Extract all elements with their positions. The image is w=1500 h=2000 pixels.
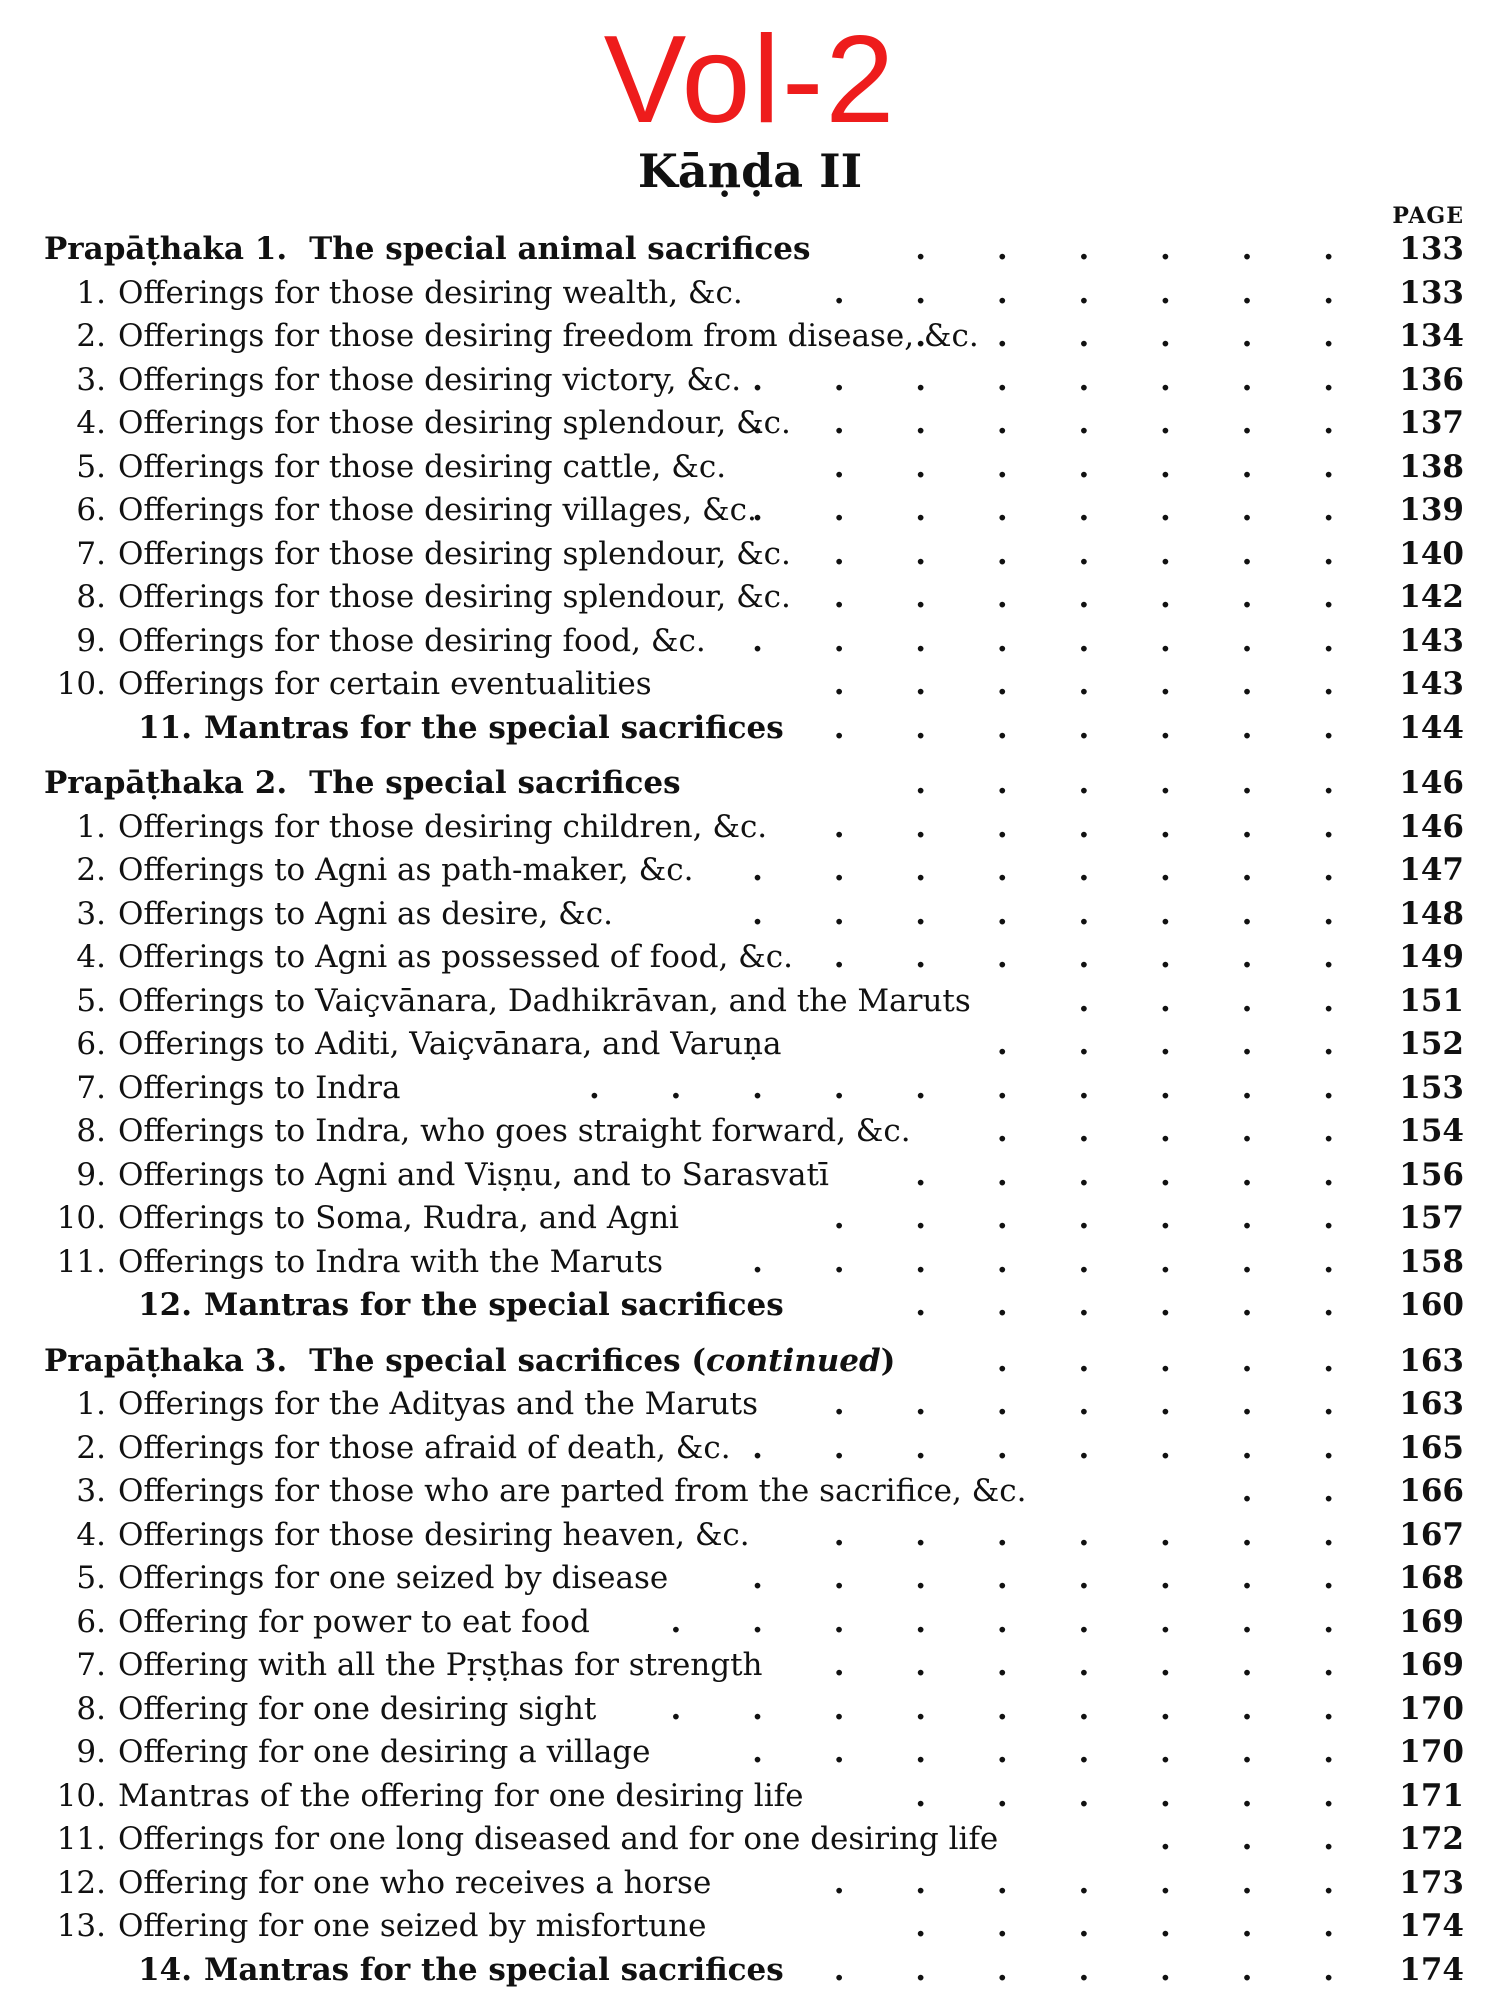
page-number: 174 (1399, 1908, 1464, 1944)
leader-dots: . . . . . . (915, 1777, 1334, 1814)
page-number: 174 (1399, 1951, 1464, 1988)
entry-title: Offering for one desiring sight (118, 1690, 597, 1727)
page-number: 139 (1399, 492, 1464, 528)
page-number: 152 (1399, 1026, 1464, 1062)
page-number: 137 (1399, 405, 1464, 441)
leader-dots: . . . . . . . (833, 1951, 1334, 1988)
toc-entry (44, 576, 1464, 620)
leader-dots: . . . . . . (915, 1908, 1334, 1944)
entry-title: Offerings for one seized by disease (118, 1560, 669, 1596)
toc-entry-mantras (44, 1949, 1464, 1993)
entry-number: 6. (76, 492, 106, 528)
entry-title: Mantras for the special sacrifices (204, 1287, 784, 1323)
leader-dots: . . . . . . . (833, 1647, 1334, 1683)
toc-entry (44, 446, 1464, 490)
entry-number: 4. (76, 405, 106, 441)
page-number: 169 (1399, 1647, 1464, 1683)
leader-dots: . . . . . . . . (752, 1734, 1334, 1770)
entry-number: 11. (138, 709, 192, 746)
page-number: 165 (1399, 1429, 1464, 1466)
page-number: 147 (1399, 852, 1464, 888)
entry-title: Offerings to Aditi, Vaiçvānara, and Varuṇa (118, 1026, 782, 1062)
entry-title: Offerings for the Adityas and the Maruts (118, 1386, 759, 1422)
entry-title: Offering for one desiring a village (118, 1734, 651, 1770)
leader-dots: . . . . . . . . (752, 1243, 1334, 1280)
entry-title: Offerings to Indra (118, 1069, 401, 1106)
entry-title: Offerings for those desiring food, &c. (118, 622, 706, 659)
leader-dots: . . . . . . (915, 231, 1334, 267)
entry-number: 5. (76, 982, 106, 1019)
leader-dots: . . . (1160, 1821, 1334, 1857)
entry-number: 2. (76, 318, 106, 354)
page-number: 136 (1399, 361, 1464, 398)
toc-entry-mantras (44, 1284, 1464, 1328)
entry-number: 9. (76, 1156, 106, 1193)
entry-title: Offerings for those desiring heaven, &c. (118, 1516, 750, 1553)
entry-number: 11. (56, 1243, 106, 1280)
leader-dots: . . . . . . . (833, 1200, 1334, 1236)
leader-dots: . . . . . . . . . (670, 1690, 1334, 1727)
leader-dots: . . . . . . . (833, 535, 1334, 572)
toc-entry (44, 402, 1464, 446)
page-number: 166 (1399, 1473, 1464, 1509)
toc-entry (44, 1197, 1464, 1241)
toc-entry (44, 533, 1464, 577)
entry-title: Offerings for those desiring splendour, &c. (118, 535, 791, 572)
entry-number: 5. (76, 448, 106, 485)
page-number: 143 (1399, 622, 1464, 659)
entry-number: 8. (76, 579, 106, 615)
table-of-contents (44, 228, 1464, 1992)
entry-number: 9. (76, 1734, 106, 1770)
leader-dots: . . . . . . . . (752, 405, 1334, 441)
section-label: Prapāṭhaka 1. (44, 231, 288, 267)
entry-number: 8. (76, 1113, 106, 1149)
page-number: 160 (1399, 1287, 1464, 1323)
entry-title: Offerings to Indra, who goes straight forward, &c. (118, 1113, 911, 1149)
entry-number: 10. (56, 1777, 106, 1814)
toc-entry (44, 489, 1464, 533)
toc-entry (44, 936, 1464, 980)
toc-entry (44, 1110, 1464, 1154)
leader-dots: . . . . . . . (833, 579, 1334, 615)
entry-number: 3. (76, 361, 106, 398)
entry-title: Offerings to Indra with the Maruts (118, 1243, 663, 1280)
page-number: 146 (1399, 808, 1464, 845)
entry-number: 7. (76, 1647, 106, 1683)
entry-title: Offerings to Soma, Rudra, and Agni (118, 1200, 679, 1236)
entry-title: Offerings for those desiring splendour, &c. (118, 405, 791, 441)
leader-dots: . . . . . . (915, 318, 1334, 354)
toc-entry (44, 1731, 1464, 1775)
entry-title: Offerings for those desiring cattle, &c. (118, 448, 727, 485)
page-number: 154 (1399, 1113, 1464, 1149)
toc-entry (44, 1905, 1464, 1949)
page-number: 172 (1399, 1821, 1464, 1857)
leader-dots: . . . . . (996, 1113, 1334, 1149)
section-heading: Prapāṭhaka 3. The special sacrifices (continued) . . . . . 163 (44, 1340, 1464, 1384)
entry-number: 14. (138, 1951, 192, 1988)
entry-number: 4. (76, 1516, 106, 1553)
page-number: 148 (1399, 895, 1464, 932)
entry-number: 8. (76, 1690, 106, 1727)
volume-label: Vol-2 (603, 11, 897, 149)
leader-dots: . . (1241, 1473, 1334, 1509)
entry-title: Offerings for those desiring freedom from disease, &c. (118, 318, 979, 354)
entry-number: 3. (76, 1473, 106, 1509)
entry-title: Offering for one seized by misfortune (118, 1908, 707, 1944)
entry-title: Offerings for certain eventualities (118, 666, 652, 702)
page-number: 163 (1399, 1342, 1464, 1379)
entry-title: Offerings to Agni as path-maker, &c. (118, 852, 694, 888)
toc-entry (44, 1514, 1464, 1558)
toc-entry (44, 1383, 1464, 1427)
entry-number: 12. (56, 1864, 106, 1901)
toc-entry (44, 849, 1464, 893)
toc-entry (44, 1688, 1464, 1732)
toc-entry (44, 1818, 1464, 1862)
toc-entry (44, 620, 1464, 664)
page-number: 173 (1399, 1864, 1464, 1901)
toc-entry (44, 1775, 1464, 1819)
leader-dots: . . . . . . . (833, 1386, 1334, 1422)
entry-title: Mantras of the offering for one desiring life (118, 1777, 804, 1814)
leader-dots: . . . . . . . (833, 1516, 1334, 1553)
entry-number: 11. (56, 1821, 106, 1857)
entry-number: 9. (76, 622, 106, 659)
leader-dots: . . . . . . . . (752, 895, 1334, 932)
toc-entry (44, 1470, 1464, 1514)
entry-number: 5. (76, 1560, 106, 1596)
entry-number: 6. (76, 1603, 106, 1640)
toc-entry (44, 1241, 1464, 1285)
entry-title: Offerings for those who are parted from the sacrifice, &c. (118, 1473, 1027, 1509)
section-title-note: continued (706, 1342, 881, 1379)
entry-title: Offerings to Agni and Viṣṇu, and to Sarasvatī (118, 1156, 829, 1193)
book-title: Kāṇḍa II (637, 144, 863, 198)
section-title: The special sacrifices (309, 765, 681, 801)
leader-dots: . . . . . . . (833, 448, 1334, 485)
entry-title: Offerings for those desiring children, &c. (118, 808, 768, 845)
entry-number: 7. (76, 535, 106, 572)
toc-entry (44, 663, 1464, 707)
leader-dots: . . . . . . (915, 765, 1334, 801)
leader-dots: . . . . . . . . (752, 622, 1334, 659)
leader-dots: . . . . (1078, 982, 1334, 1019)
page-number: 146 (1399, 765, 1464, 801)
entry-title: Offerings for those desiring victory, &c. (118, 361, 742, 398)
entry-title: Offerings to Vaiçvānara, Dadhikrāvan, and the Maruts (118, 982, 971, 1019)
entry-number: 13. (56, 1908, 106, 1944)
leader-dots: . . . . . . . (833, 709, 1334, 746)
leader-dots: . . . . . . . . (752, 492, 1334, 528)
page-column-label: PAGE (1392, 203, 1464, 229)
page-number: 157 (1399, 1200, 1464, 1236)
entry-number: 12. (138, 1287, 192, 1323)
page-number: 140 (1399, 535, 1464, 572)
leader-dots: . . . . . . . (833, 808, 1334, 845)
entry-number: 7. (76, 1069, 106, 1106)
page-number: 169 (1399, 1603, 1464, 1640)
toc-entry (44, 1023, 1464, 1067)
page-number: 171 (1399, 1777, 1464, 1814)
entry-title: Offerings for those afraid of death, &c. (118, 1429, 731, 1466)
section-label: Prapāṭhaka 2. (44, 765, 288, 801)
entry-title: Offerings to Agni as desire, &c. (118, 895, 613, 932)
page-number: 168 (1399, 1560, 1464, 1596)
leader-dots: . . . . . . . (833, 939, 1334, 975)
leader-dots: . . . . . (996, 1342, 1334, 1379)
leader-dots: . . . . . . (915, 1156, 1334, 1193)
toc-entry (44, 1862, 1464, 1906)
entry-number: 2. (76, 1429, 106, 1466)
entry-title: Mantras for the special sacrifices (204, 709, 784, 746)
page-number: 153 (1399, 1069, 1464, 1106)
entry-title: Offering for one who receives a horse (118, 1864, 712, 1901)
toc-entry (44, 1154, 1464, 1198)
entry-title: Offerings for those desiring villages, &c. (118, 492, 757, 528)
page-number: 138 (1399, 448, 1464, 485)
section-label: Prapāṭhaka 3. (44, 1342, 288, 1379)
toc-entry (44, 980, 1464, 1024)
entry-number: 6. (76, 1026, 106, 1062)
entry-title: Offerings for those desiring wealth, &c. (118, 274, 743, 311)
entry-title: Offering with all the Pṛṣṭhas for strength (118, 1647, 763, 1683)
toc-entry-mantras (44, 707, 1464, 751)
leader-dots: . . . . . . . . (752, 1429, 1334, 1466)
leader-dots: . . . . . . . (833, 274, 1334, 311)
entry-number: 2. (76, 852, 106, 888)
leader-dots: . . . . . . . . . (670, 1603, 1334, 1640)
toc-entry (44, 359, 1464, 403)
page-number: 142 (1399, 579, 1464, 615)
leader-dots: . . . . . . . . (752, 852, 1334, 888)
page-number: 143 (1399, 666, 1464, 702)
page-number: 158 (1399, 1243, 1464, 1280)
section-heading (44, 228, 1464, 272)
toc-entry (44, 1601, 1464, 1645)
page-number: 144 (1399, 709, 1464, 746)
page-number: 149 (1399, 939, 1464, 975)
leader-dots: . . . . . . (915, 1287, 1334, 1323)
toc-entry (44, 1644, 1464, 1688)
leader-dots: . . . . . . . (833, 666, 1334, 702)
leader-dots: . . . . . . . . (752, 361, 1334, 398)
toc-entry (44, 272, 1464, 316)
entry-title: Offerings for those desiring splendour, &c. (118, 579, 791, 615)
toc-entry (44, 315, 1464, 359)
leader-dots: . . . . . . . . (752, 1560, 1334, 1596)
entry-title: Offerings for one long diseased and for one desiring life (118, 1821, 999, 1857)
page-number: 133 (1399, 231, 1464, 267)
entry-number: 1. (76, 1386, 106, 1422)
section-title: The special sacrifices (309, 1342, 681, 1379)
entry-number: 3. (76, 895, 106, 932)
page-number: 167 (1399, 1516, 1464, 1553)
leader-dots: . . . . . . . . . . (588, 1069, 1334, 1106)
entry-title: Mantras for the special sacrifices (204, 1951, 784, 1988)
leader-dots: . . . . . . . (833, 1864, 1334, 1901)
entry-title: Offering for power to eat food (118, 1603, 590, 1640)
entry-number: 10. (56, 666, 106, 702)
toc-entry (44, 1427, 1464, 1471)
page-number: 134 (1399, 318, 1464, 354)
toc-entry (44, 1557, 1464, 1601)
entry-number: 10. (56, 1200, 106, 1236)
toc-entry (44, 806, 1464, 850)
entry-number: 4. (76, 939, 106, 975)
page-number: 156 (1399, 1156, 1464, 1193)
leader-dots: . . . . . (996, 1026, 1334, 1062)
entry-title: Offerings to Agni as possessed of food, &c. (118, 939, 793, 975)
section-heading (44, 762, 1464, 806)
page-number: 170 (1399, 1690, 1464, 1727)
entry-number: 1. (76, 808, 106, 845)
page-number: 163 (1399, 1386, 1464, 1422)
toc-entry (44, 1067, 1464, 1111)
entry-number: 1. (76, 274, 106, 311)
page-number: 151 (1399, 982, 1464, 1019)
page-number: 133 (1399, 274, 1464, 311)
toc-entry (44, 893, 1464, 937)
page-number: 170 (1399, 1734, 1464, 1770)
section-title: The special animal sacrifices (309, 231, 811, 267)
